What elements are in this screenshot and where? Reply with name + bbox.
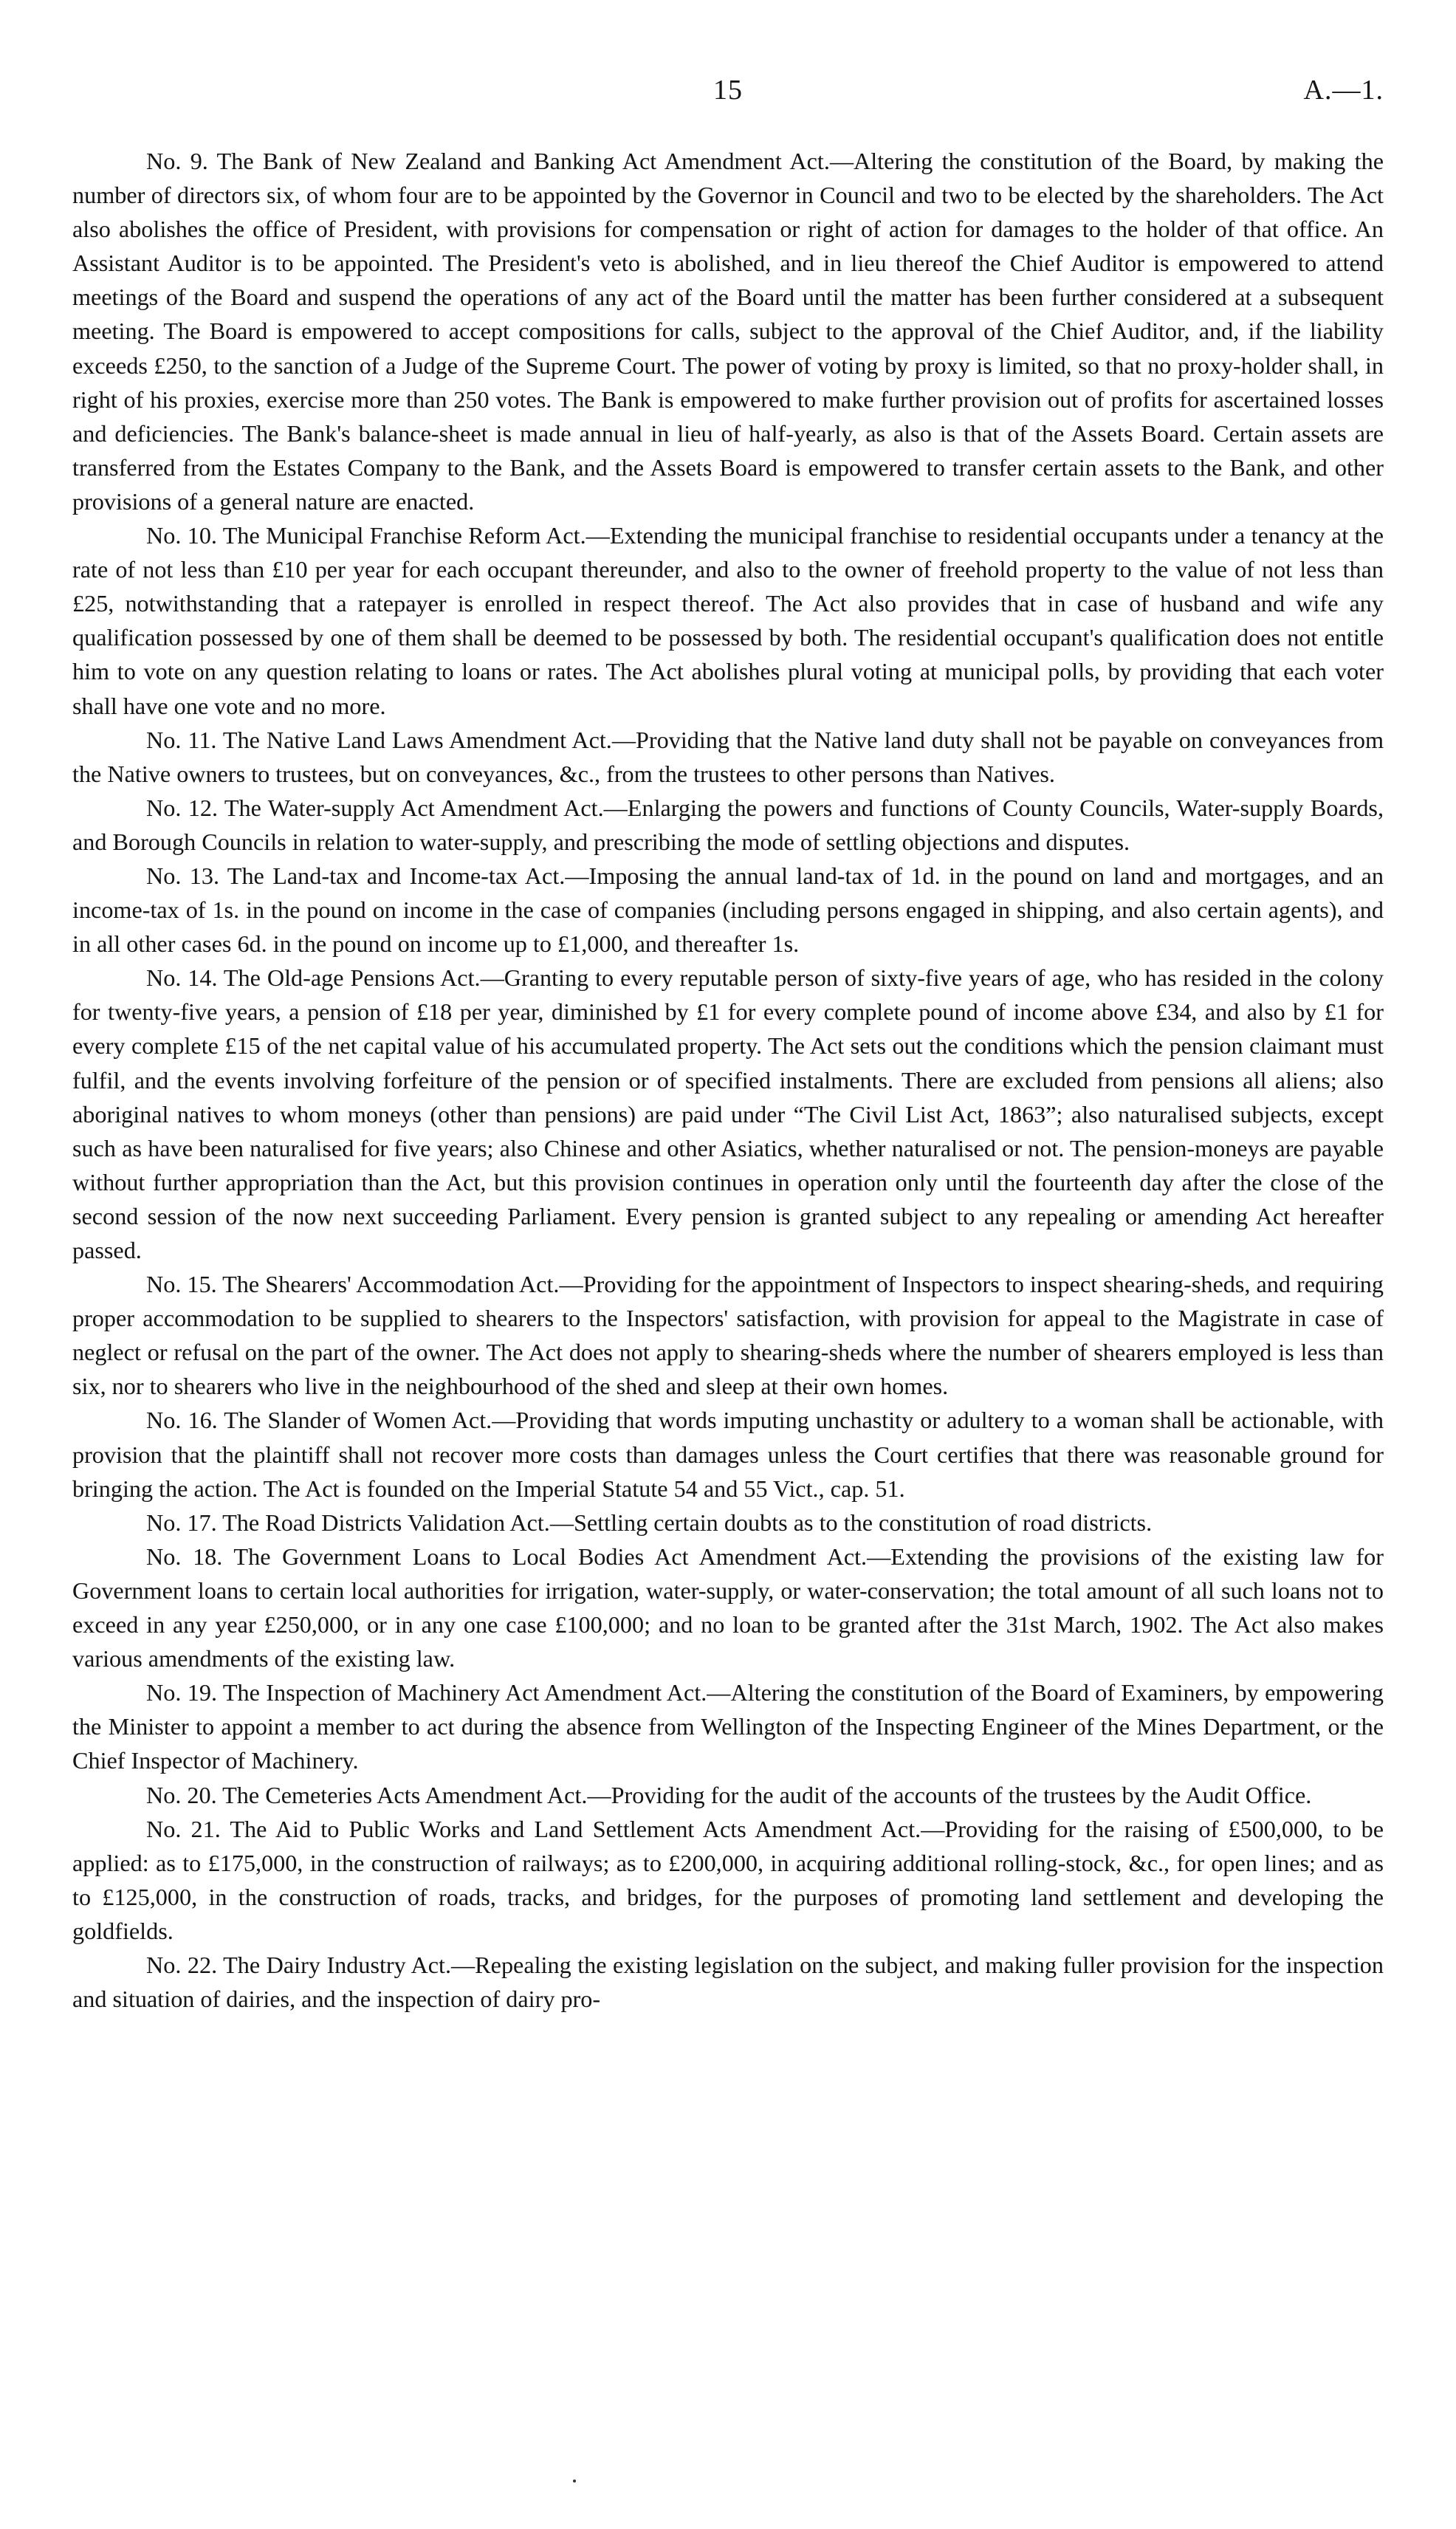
paragraph-act-18: No. 18. The Government Loans to Local Bodies Act Amendment Act.—Extending the provisions of the existing law for Government loans to certain local authorities for irrigation, water-supply, or water-conservation; the total amount of all such loans not to exceed in any year £250,000, or in any one case £100,000; and no loan to be granted after the 31st March, 1902. The Act also makes various amendments of the existing law. [72, 1543, 1384, 1672]
paragraph-act-11: No. 11. The Native Land Laws Amendment Act.—Providing that the Native land duty shall not be payable on conveyances from the Native owners to trustees, but on conveyances, &c., from the trustees to other persons than Natives. [72, 726, 1384, 787]
paragraph-act-20: No. 20. The Cemeteries Acts Amendment Act.—Providing for the audit of the accounts of the trustees by the Audit Office. [146, 1781, 1312, 1808]
paragraph-act-12: No. 12. The Water-supply Act Amendment Act.—Enlarging the powers and functions of County Councils, Water-supply Boards, and Borough Councils in relation to water-supply, and prescribing the mode of settling objections and disputes. [72, 794, 1384, 855]
paragraph-act-22: No. 22. The Dairy Industry Act.—Repealing the existing legislation on the subject, and making fuller provision for the inspection and situation of dairies, and the inspection of dairy pro- [72, 1951, 1384, 2013]
paragraph-act-13: No. 13. The Land-tax and Income-tax Act.—Imposing the annual land-tax of 1d. in the pound on land and mortgages, and an income-tax of 1s. in the pound on income in the case of companies (including persons engaged in shipping, and also certain agents), and in all other cases 6d. in the pound on income up to £1,000, and thereafter 1s. [72, 862, 1384, 958]
paragraph-act-9: No. 9. The Bank of New Zealand and Banking Act Amendment Act.—Altering the constitution of the Board, by making the number of directors six, of whom four are to be appointed by the Governor in Council and two to be elected by the shareholders. The Act also abolishes the office of President, with provisions for compensation or right of action for damages to the holder of that office. An Assistant Auditor is to be appointed. The President's veto is abolished, and in lieu thereof the Chief Auditor is empowered to attend meetings of the Board and suspend the operations of any act of the Board until the matter has been further considered at a subsequent meeting. The Board is empowered to accept compositions for calls, subject to the approval of the Chief Auditor, and, if the liability exceeds £250, to the sanction of a Judge of the Supreme Court. The power of voting by proxy is limited, so that no proxy-holder shall, in right of his proxies, exercise more than 250 votes. The Bank is empowered to make further provision out of profits for ascertained losses and deficiencies. The Bank's balance-sheet is made annual in lieu of half-yearly, as also is that of the Assets Board. Certain assets are transferred from the Estates Company to the Bank, and the Assets Board is empowered to transfer certain assets to the Bank, and other provisions of a general nature are enacted. [72, 148, 1384, 515]
paragraph-act-15: No. 15. The Shearers' Accommodation Act.—Providing for the appointment of Inspectors to inspect shearing-sheds, and requiring proper accommodation to be supplied to shearers to the Inspectors' satisfaction, with provision for appeal to the Magistrate in case of neglect or refusal on the part of the owner. The Act does not apply to shearing-sheds where the number of shearers employed is less than six, nor to shearers who live in the neighbourhood of the shed and sleep at their own homes. [72, 1271, 1384, 1400]
document-reference: A.—1. [1303, 75, 1384, 106]
paragraph-act-16: No. 16. The Slander of Women Act.—Providing that words imputing unchastity or adultery to a woman shall be actionable, with provision that the plaintiff shall not recover more costs than damages unless the Court certifies that there was reasonable ground for bringing the action. The Act is founded on the Imperial Statute 54 and 55 Vict., cap. 51. [72, 1407, 1384, 1502]
stray-print-mark [573, 2480, 576, 2482]
paragraph-act-10: No. 10. The Municipal Franchise Reform Act.—Extending the municipal franchise to residential occupants under a tenancy at the rate of not less than £10 per year for each occupant thereunder, and also to the owner of freehold property to the value of not less than £25, notwithstanding that a ratepayer is enrolled in respect thereof. The Act also provides that in case of husband and wife any qualification possessed by one of them shall be deemed to be possessed by both. The residential occupant's qualification does not entitle him to vote on any question relating to loans or rates. The Act abolishes plural voting at municipal polls, by providing that each voter shall have one vote and no more. [72, 522, 1384, 719]
paragraph-act-19: No. 19. The Inspection of Machinery Act Amendment Act.—Altering the constitution of the Board of Examiners, by empowering the Minister to appoint a member to act during the absence from Wellington of the Inspecting Engineer of the Mines Department, or the Chief Inspector of Machinery. [72, 1679, 1384, 1774]
paragraph-act-17: No. 17. The Road Districts Validation Act.—Settling certain doubts as to the constitution of road districts. [146, 1509, 1153, 1536]
paragraph-act-14: No. 14. The Old-age Pensions Act.—Granting to every reputable person of sixty-five years of age, who has resided in the colony for twenty-five years, a pension of £18 per year, diminished by £1 for every complete pound of income above £34, and also by £1 for every complete £15 of the net capital value of his accumulated property. The Act sets out the conditions which the pension claimant must fulfil, and the events involving forfeiture of the pension or of specified instalments. There are excluded from pensions all aliens; also aboriginal natives to whom moneys (other than pensions) are paid under “The Civil List Act, 1863”; also naturalised subjects, except such as have been naturalised for five years; also Chinese and other Asiatics, whether naturalised or not. The pension-moneys are payable without further appropriation than the Act, but this provision continues in operation only until the fourteenth day after the close of the second session of the now next succeeding Parliament. Every pension is granted subject to any repealing or amending Act hereafter passed. [72, 964, 1384, 1263]
paragraph-act-21: No. 21. The Aid to Public Works and Land Settlement Acts Amendment Act.—Providing for the raising of £500,000, to be applied: as to £175,000, in the construction of railways; as to £200,000, in acquiring additional rolling-stock, &c., for open lines; and as to £125,000, in the construction of roads, tracks, and bridges, for the purposes of promoting land settlement and developing the goldfields. [72, 1815, 1384, 1944]
page-number: 15 [713, 75, 743, 106]
body-text [72, 144, 1384, 2016]
